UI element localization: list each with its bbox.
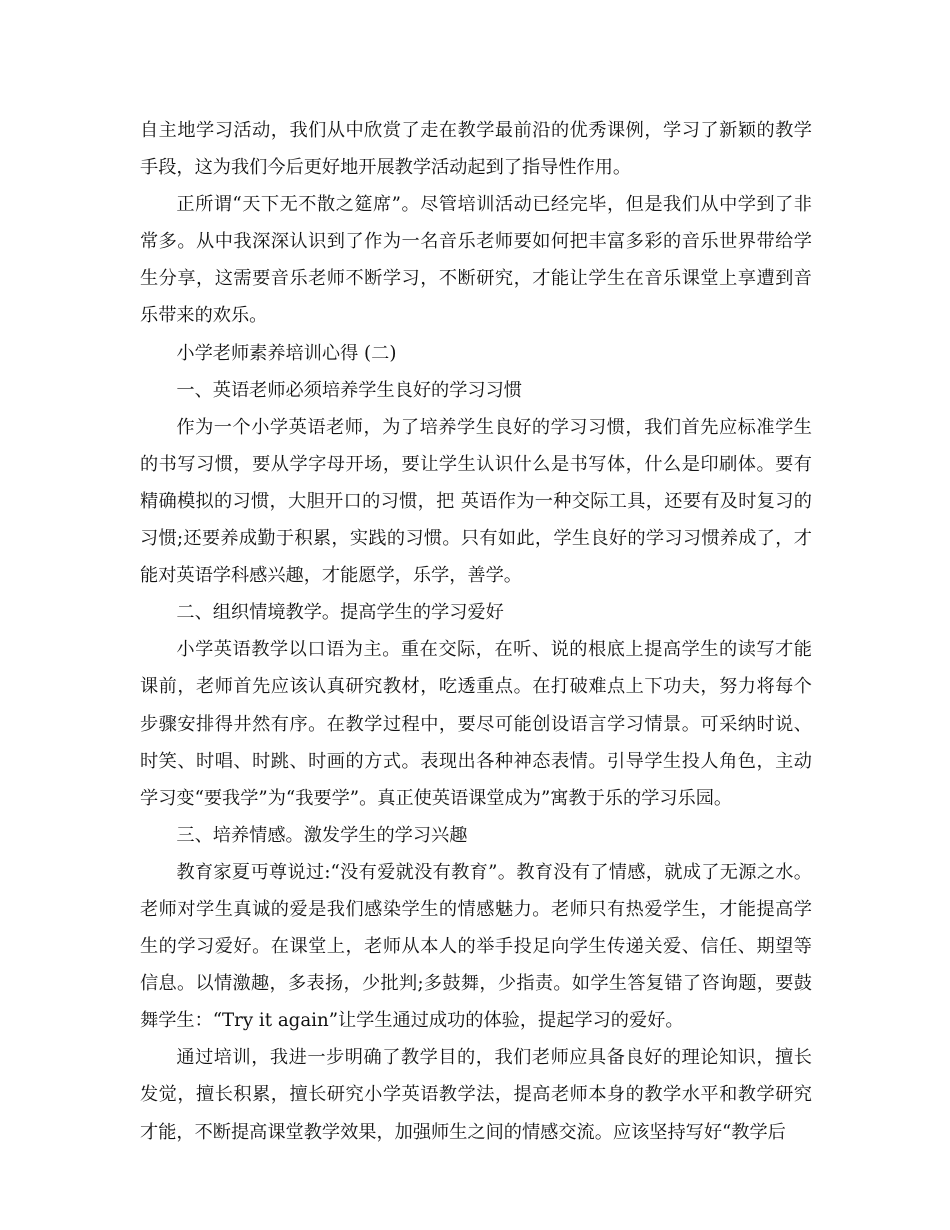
heading-situational-teaching: 二、组织情境教学。提高学生的学习爱好 [176,602,504,624]
document-body [140,112,812,1151]
paragraph-training-conclusion: 正所谓“天下无不散之筵席”。尽管培训活动已经完毕，但是我们从中学到了非常多。从中我深深认识到了作为一名音乐老师要如何把丰富多彩的音乐世界带给学生分享，这需要音乐老师不断学习，不断研究，才能让学生在音乐课堂上享遭到音乐带来的欢乐。 [140,194,812,327]
paragraph-habits: 作为一个小学英语老师，为了培养学生良好的学习习惯，我们首先应标准学生的书写习惯，要从学字母开场，要让学生认识什么是书写体，什么是印刷体。要有精确模拟的习惯，大胆开口的习惯，把 英语作为一种交际工具，还要有及时复习的习惯;还要养成勤于积累，实践的习惯。只有如此，学生良好的学习习惯养成了，才能对英语学科感兴趣，才能愿学，乐学，善学。 [140,416,812,587]
paragraph-summary: 通过培训，我进一步明确了教学目的，我们老师应具备良好的理论知识，擅长发觉，擅长积累，擅长研究小学英语教学法，提高老师本身的教学水平和教学研究才能，不断提高课堂教学效果，加强师生之间的情感交流。应该坚持写好“教学后 [140,1047,812,1143]
heading-emotion: 三、培养情感。激发学生的学习兴趣 [176,824,468,846]
paragraph-continuation: 自主地学习活动，我们从中欣赏了走在教学最前沿的优秀课例，学习了新颖的教学手段，这为我们今后更好地开展教学活动起到了指导性作用。 [140,120,812,179]
heading-habits: 一、英语老师必须培养学生良好的学习习惯 [176,379,522,401]
paragraph-emotion: 教育家夏丏尊说过:“没有爱就没有教育”。教育没有了情感，就成了无源之水。老师对学生真诚的爱是我们感染学生的情感魅力。老师只有热爱学生，才能提高学生的学习爱好。在课堂上，老师从本人的举手投足向学生传递关爱、信任、期望等信息。以情激趣，多表扬，少批判;多鼓舞，少指责。如学生答复错了咨询题，要鼓舞学生：“Try it again”让学生通过成功的体验，提起学习的爱好。 [140,861,812,1032]
paragraph-situational-teaching: 小学英语教学以口语为主。重在交际，在听、说的根底上提高学生的读写才能课前，老师首先应该认真研究教材，吃透重点。在打破难点上下功夫，努力将每个步骤安排得井然有序。在教学过程中，要尽可能创设语言学习情景。可采纳时说、时笑、时唱、时跳、时画的方式。表现出各种神态表情。引导学生投人角色，主动学习变“要我学”为“我要学”。真正使英语课堂成为”寓教于乐的学习乐园。 [140,639,812,809]
section-title: 小学老师素养培训心得 (二) [176,342,397,364]
